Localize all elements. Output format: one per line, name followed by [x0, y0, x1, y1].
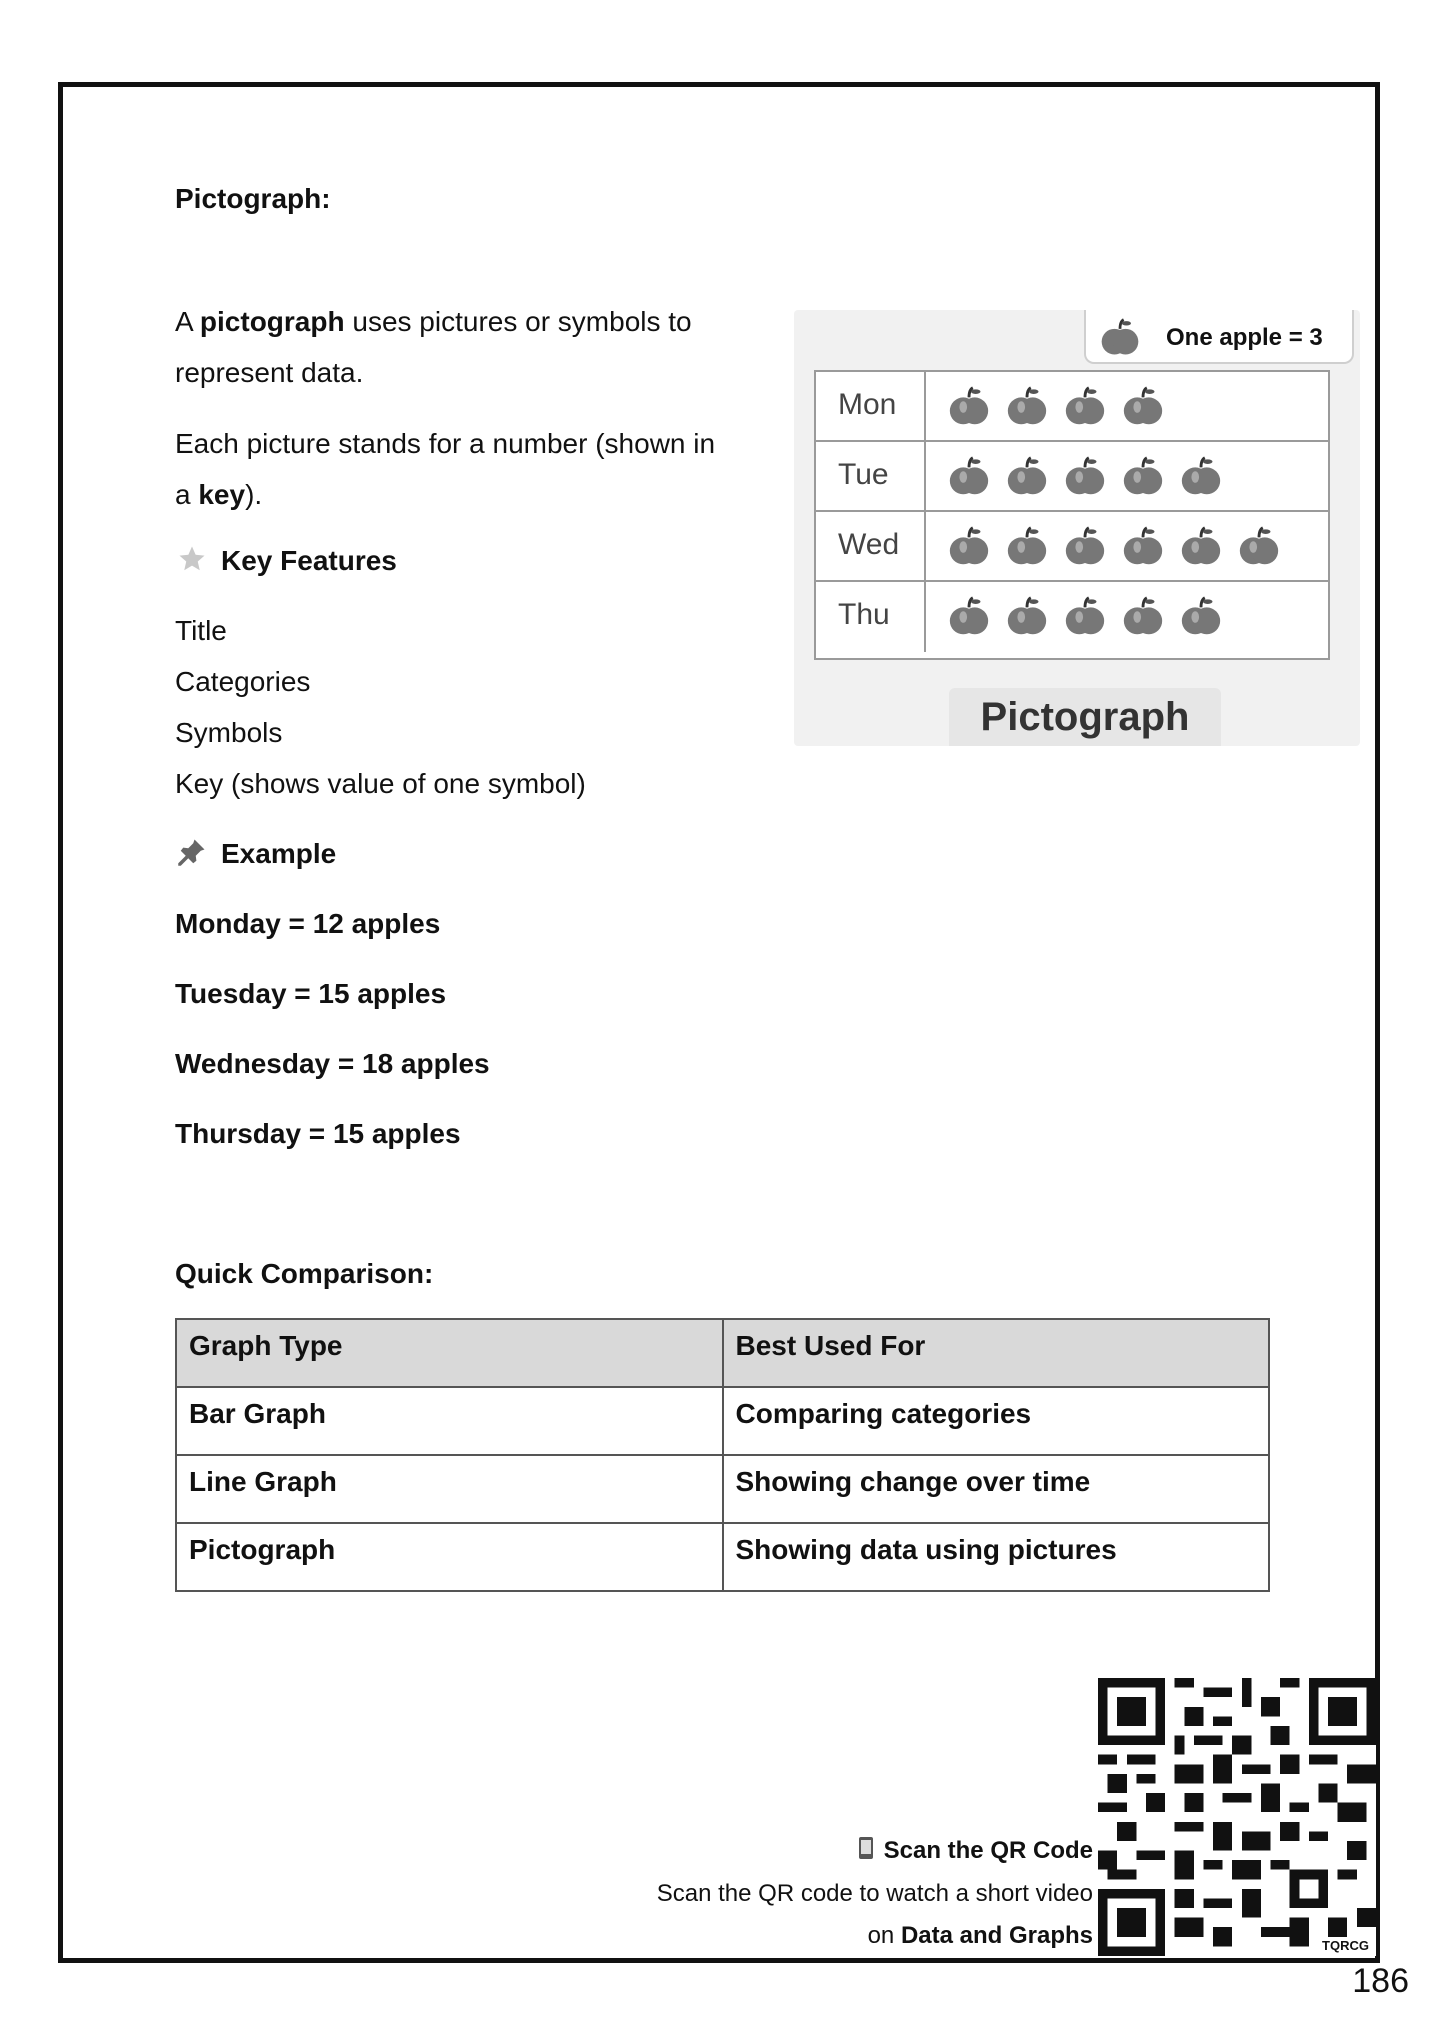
qr-line2-pre: on [867, 1922, 901, 1949]
pictograph-row [816, 442, 1328, 512]
example-item: Thursday = 15 apples [175, 1118, 461, 1149]
apple-icon [946, 454, 992, 505]
comparison-table [175, 1318, 1270, 1592]
apple-icon [1062, 524, 1108, 575]
pictograph-apples [946, 384, 1178, 434]
pictograph-apples [946, 524, 1294, 574]
pushpin-icon [177, 837, 207, 874]
pictograph-row [816, 582, 1328, 652]
apple-icon [1178, 524, 1224, 575]
apple-icon [1098, 316, 1142, 365]
table-row [176, 1455, 1269, 1523]
key-feature-item: Categories [175, 666, 311, 697]
apple-icon [1062, 384, 1108, 435]
intro-term: pictograph [199, 306, 345, 337]
apple-icon [1178, 454, 1224, 505]
apple-icon [1120, 524, 1166, 575]
section-title: Pictograph: [175, 183, 331, 214]
apple-icon [946, 524, 992, 575]
table-cell: Showing data using pictures [723, 1523, 1270, 1591]
apple-icon [1120, 384, 1166, 435]
apple-icon [946, 594, 992, 645]
pictograph-day-label: Tue [816, 442, 926, 510]
table-cell: Line Graph [176, 1455, 723, 1523]
phone-icon [858, 1836, 874, 1867]
example-item: Monday = 12 apples [175, 908, 441, 939]
apple-icon [1120, 594, 1166, 645]
apple-icon [1236, 524, 1282, 575]
pictograph-day-label: Wed [816, 512, 926, 580]
example-item: Wednesday = 18 apples [175, 1048, 490, 1079]
qr-line2 [868, 1922, 1093, 1950]
example-label: Example [221, 837, 337, 869]
comparison-title: Quick Comparison: [175, 1258, 434, 1289]
table-cell: Showing change over time [723, 1455, 1270, 1523]
qr-title-text: Scan the QR Code [883, 1836, 1093, 1864]
apple-icon [1004, 384, 1050, 435]
each-picture-line1: Each picture stands for a number (shown in [175, 428, 716, 459]
table-header-cell: Best Used For [723, 1319, 1270, 1387]
each-picture-line2-pre: a [175, 479, 199, 510]
key-features-heading [177, 544, 397, 581]
apple-icon [1062, 454, 1108, 505]
each-picture-line2-post: ). [245, 479, 263, 510]
pictograph-apples [946, 594, 1236, 644]
qr-line2-term: Data and Graphs [900, 1922, 1093, 1949]
table-row [176, 1387, 1269, 1455]
star-icon [177, 544, 207, 581]
table-cell: Comparing categories [723, 1387, 1270, 1455]
apple-icon [1004, 454, 1050, 505]
table-row [176, 1523, 1269, 1591]
apple-icon [1004, 594, 1050, 645]
example-item: Tuesday = 15 apples [175, 978, 447, 1009]
apple-icon [1178, 594, 1224, 645]
key-feature-item: Key (shows value of one symbol) [175, 768, 586, 799]
key-features-label: Key Features [221, 544, 397, 576]
pictograph-table [814, 370, 1330, 660]
intro-pre: A [175, 306, 200, 337]
pictograph-label: Pictograph [949, 688, 1221, 746]
apple-icon [946, 384, 992, 435]
each-picture-key-term: key [198, 479, 246, 510]
table-cell: Pictograph [176, 1523, 723, 1591]
each-picture-paragraph [175, 418, 795, 520]
pictograph-row [816, 372, 1328, 442]
key-feature-item: Symbols [175, 717, 283, 748]
table-cell: Bar Graph [176, 1387, 723, 1455]
pictograph-row [816, 512, 1328, 582]
pictograph-key-text: One apple = 3 [1166, 324, 1323, 351]
qr-code-graphic [1098, 1678, 1376, 1956]
pictograph-apples [946, 454, 1236, 504]
apple-icon [1004, 524, 1050, 575]
apple-icon [1120, 454, 1166, 505]
key-feature-item: Title [175, 615, 227, 646]
qr-brand: TQRCG [1319, 1937, 1372, 1954]
page-number: 186 [1352, 1962, 1409, 2000]
qr-title [858, 1836, 1093, 1867]
intro-paragraph [175, 296, 795, 398]
qr-code[interactable] [1098, 1678, 1376, 1956]
table-header-row [176, 1319, 1269, 1387]
qr-line1: Scan the QR code to watch a short video [656, 1880, 1093, 1907]
pictograph-key [1084, 310, 1354, 364]
intro-post2: represent data. [175, 357, 364, 388]
apple-icon [1062, 594, 1108, 645]
table-header-cell: Graph Type [176, 1319, 723, 1387]
pictograph-image [794, 310, 1360, 746]
pictograph-day-label: Thu [816, 582, 926, 652]
example-heading [177, 837, 336, 874]
pictograph-day-label: Mon [816, 372, 926, 440]
intro-post1: uses pictures or symbols to [344, 306, 692, 337]
